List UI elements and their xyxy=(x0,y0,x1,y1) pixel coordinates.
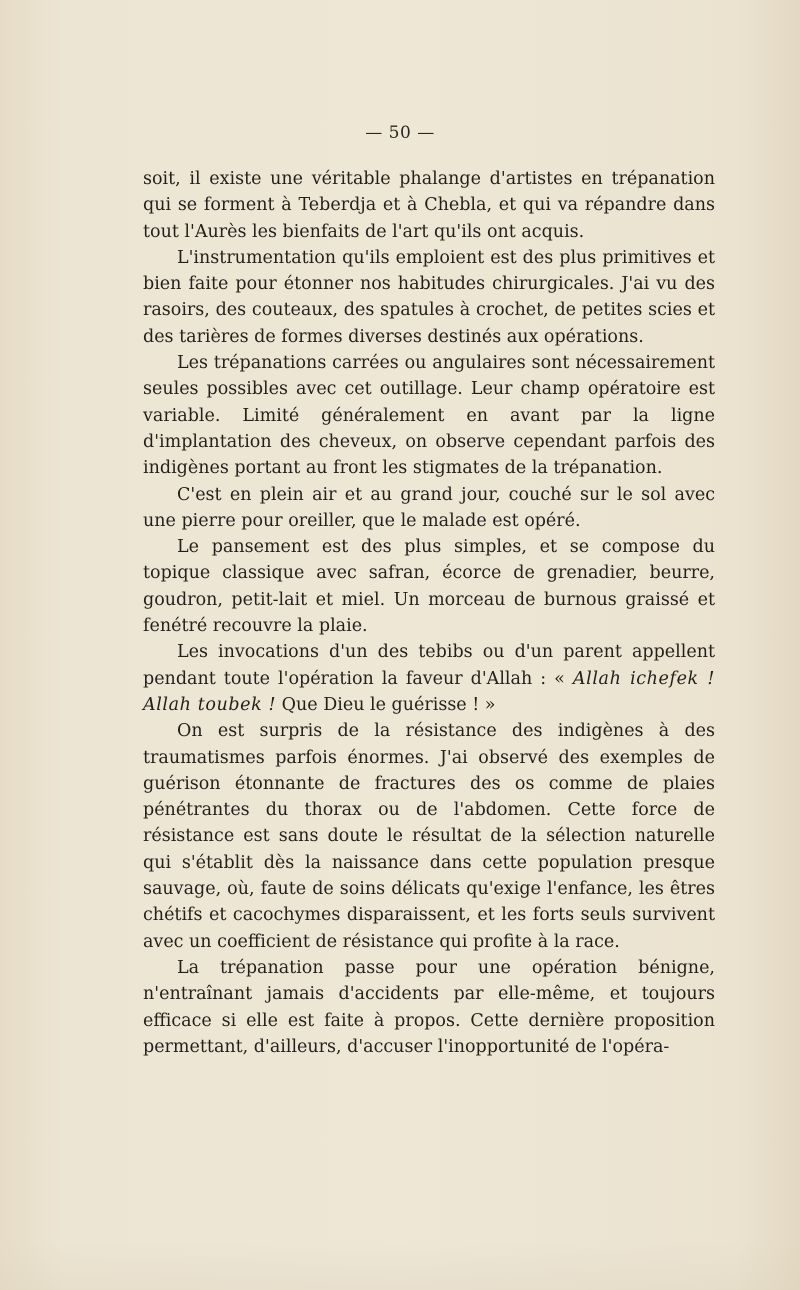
paragraph: On est surpris de la résistance des indigènes à des traumatismes parfois énormes. J'ai observé des exemples de guérison étonnante de fractures des os comme de plaies pénétrantes du thorax ou de l'abdomen. Cette force de résistance est sans doute le résultat de la sélection naturelle qui s'établit dès la naissance dans cette population presque sauvage, où, faute de soins délicats qu'exige l'enfance, les êtres chétifs et cacochymes disparaissent, et les forts seuls survivent avec un coefficient de résistance qui profite à la race. xyxy=(143,721,715,952)
invocation-arabic: Allah ichefek ! Allah toubek ! xyxy=(143,668,715,715)
invocation-intro: Les invocations d'un des tebibs ou d'un parent appellent pendant toute l'opération la faveur d'Allah : « xyxy=(143,642,715,689)
body-text xyxy=(143,166,715,1060)
paragraph: Le pansement est des plus simples, et se compose du topique classique avec safran, écorce de grenadier, beurre, goudron, petit-lait et miel. Un morceau de burnous graissé et fenétré recouvre la plaie. xyxy=(143,537,715,637)
page-edge-shadow xyxy=(0,1240,800,1290)
paragraph: C'est en plein air et au grand jour, couché sur le sol avec une pierre pour oreiller, que le malade est opéré. xyxy=(143,484,715,531)
invocation-translation: Que Dieu le guérisse ! » xyxy=(276,694,496,715)
paragraph: La trépanation passe pour une opération bénigne, n'entraînant jamais d'accidents par elle-même, et toujours efficace si elle est faite à propos. Cette dernière proposition permettant, d'ailleurs, d'accuser l'inopportunité de l'opéra- xyxy=(143,957,715,1057)
paragraph xyxy=(143,639,715,718)
paragraph: L'instrumentation qu'ils emploient est des plus primitives et bien faite pour étonner nos habitudes chirurgicales. J'ai vu des rasoirs, des couteaux, des spatules à crochet, de petites scies et des tarières de formes diverses destinés aux opérations. xyxy=(143,247,715,347)
paragraph: Les trépanations carrées ou angulaires sont nécessairement seules possibles avec cet outillage. Leur champ opératoire est variable. Limité généralement en avant par la ligne d'implantation des cheveux, on observe cependant parfois des indigènes portant au front les stigmates de la trépanation. xyxy=(143,353,715,479)
page-number: — 50 — xyxy=(365,123,435,143)
paragraph: soit, il existe une véritable phalange d'artistes en trépanation qui se forment à Teberdja et à Chebla, et qui va répandre dans tout l'Aurès les bienfaits de l'art qu'ils ont acquis. xyxy=(143,169,715,242)
